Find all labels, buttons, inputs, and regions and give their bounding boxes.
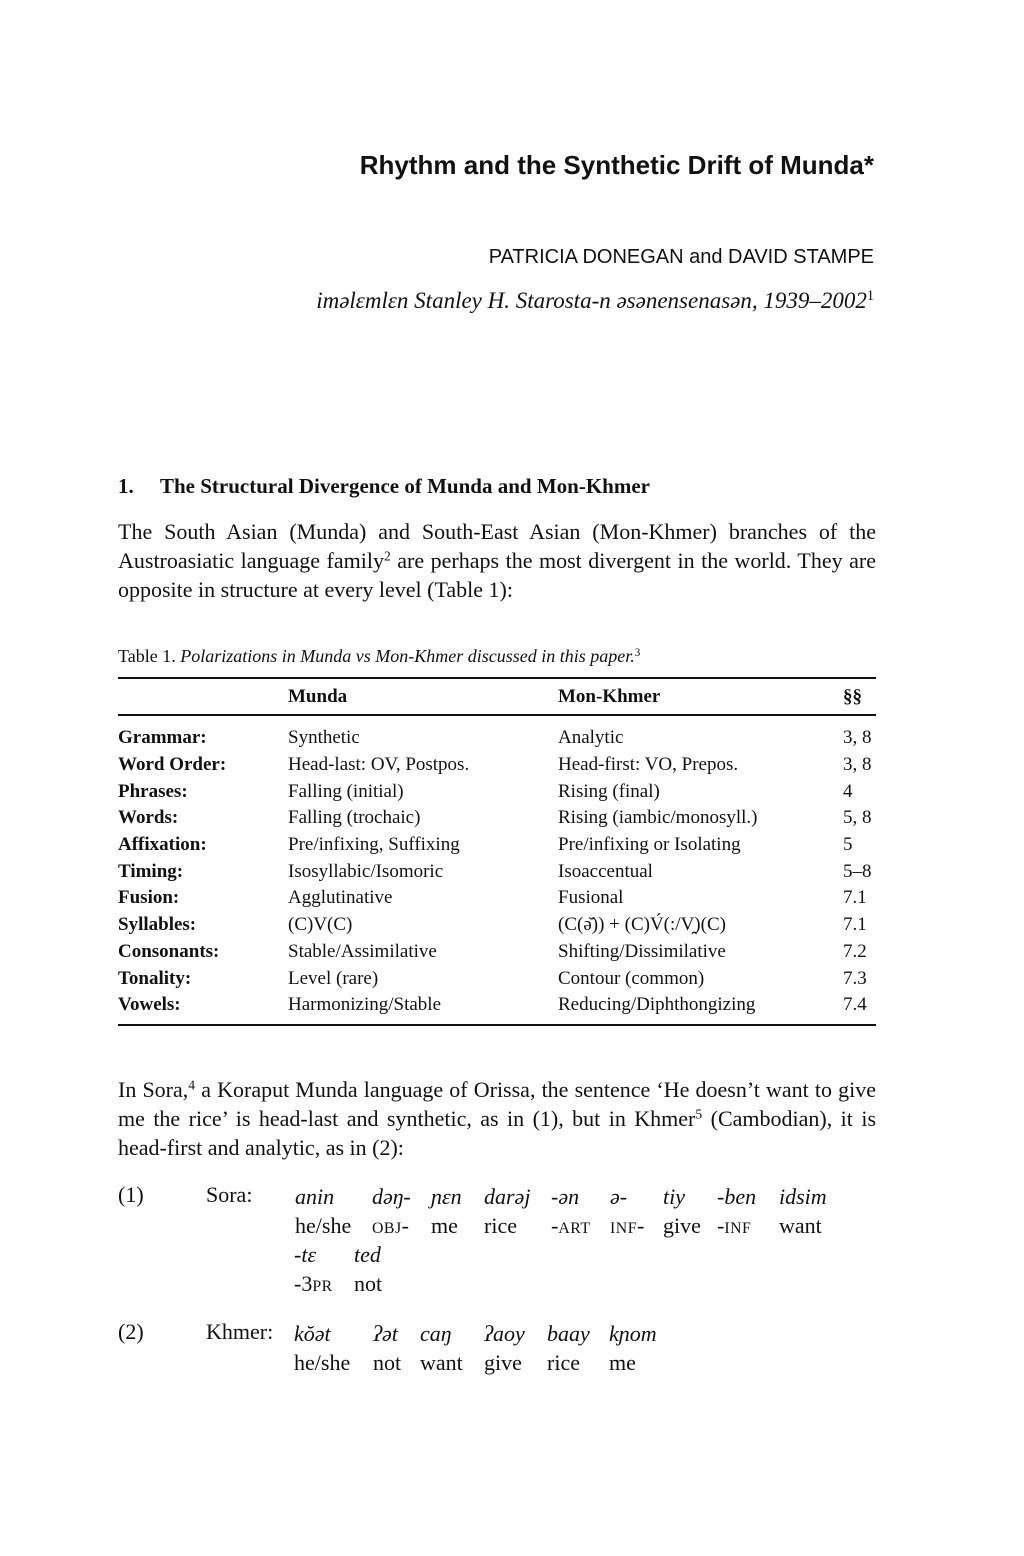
- table-row: [118, 965, 876, 992]
- munda-value: (C)V(C): [288, 914, 353, 936]
- munda-value: Isosyllabic/Isomoric: [288, 860, 444, 882]
- table-row: [118, 805, 876, 832]
- gloss-word: [717, 1182, 756, 1240]
- gloss-word: [551, 1182, 591, 1240]
- section-ref: 7.1: [843, 887, 867, 909]
- munda-value: Pre/infixing, Suffixing: [288, 834, 460, 856]
- section-title: The Structural Divergence of Munda and Mon-Khmer: [160, 474, 650, 498]
- munda-value: Level (rare): [288, 967, 379, 989]
- section-ref: 4: [843, 780, 853, 802]
- munda-value: Falling (initial): [288, 780, 404, 802]
- gloss-word: [354, 1240, 382, 1298]
- table-row: [118, 715, 876, 752]
- row-label: Vowels:: [118, 992, 288, 1025]
- gloss-word: [610, 1182, 644, 1240]
- table-row: [118, 939, 876, 966]
- gloss-word: [294, 1240, 333, 1298]
- mon-khmer-value: Contour (common): [558, 967, 705, 989]
- word-gloss: -ART: [551, 1213, 591, 1238]
- word-gloss: not: [373, 1350, 402, 1375]
- word-form: -tɛ: [294, 1242, 317, 1267]
- section-heading: [118, 474, 650, 499]
- table-caption-text: Polarizations in Munda vs Mon-Khmer discussed in this paper.: [180, 646, 635, 666]
- table-row: [118, 885, 876, 912]
- word-gloss: me: [431, 1213, 458, 1238]
- word-form: kŏət: [294, 1321, 331, 1346]
- word-form: caŋ: [420, 1321, 452, 1346]
- row-label: Grammar:: [118, 727, 207, 749]
- gloss-word: [431, 1182, 462, 1240]
- word-form: ʔət: [373, 1321, 398, 1346]
- gloss-word: [663, 1182, 701, 1240]
- word-gloss: -INF: [717, 1213, 752, 1238]
- footnote-marker-2[interactable]: 2: [383, 548, 391, 564]
- section-number: 1.: [118, 474, 134, 498]
- header-cell: Mon-Khmer: [558, 678, 843, 715]
- word-gloss: give: [484, 1350, 522, 1375]
- word-gloss: give: [663, 1213, 701, 1238]
- munda-value: Head-last: OV, Postpos.: [288, 754, 470, 776]
- word-gloss: INF-: [610, 1213, 645, 1238]
- word-form: ə-: [610, 1184, 628, 1209]
- word-gloss: me: [609, 1350, 636, 1375]
- word-form: idsim: [779, 1184, 827, 1209]
- word-form: -ən: [551, 1184, 580, 1209]
- dedication-text: iməlɛmlɛn Stanley H. Starosta-n əsənensenasən, 1939–2002: [316, 288, 867, 313]
- word-gloss: want: [420, 1350, 463, 1375]
- word-form: ʔaoy: [484, 1321, 525, 1346]
- gloss-word: [484, 1319, 525, 1377]
- footnote-marker-5[interactable]: 5: [695, 1106, 703, 1122]
- section-ref: 7.4: [843, 992, 876, 1025]
- section-ref: 7.2: [843, 940, 867, 962]
- footnote-marker-4[interactable]: 4: [188, 1077, 196, 1093]
- row-label: Fusion:: [118, 887, 180, 909]
- row-label: Word Order:: [118, 754, 227, 776]
- section-ref: 5, 8: [843, 807, 872, 829]
- gloss-word: [779, 1182, 827, 1240]
- munda-value: Stable/Assimilative: [288, 940, 437, 962]
- mon-khmer-value: Reducing/Diphthongizing: [558, 992, 843, 1025]
- gloss-word: [294, 1319, 350, 1377]
- example-number: (2): [118, 1319, 144, 1344]
- mon-khmer-value: Fusional: [558, 887, 624, 909]
- word-gloss: rice: [547, 1350, 580, 1375]
- word-form: ɲɛn: [431, 1184, 462, 1209]
- mon-khmer-value: Isoaccentual: [558, 860, 653, 882]
- row-label: Timing:: [118, 860, 184, 882]
- word-form: kɲom: [609, 1321, 657, 1346]
- mon-khmer-value: Rising (iambic/monosyll.): [558, 807, 758, 829]
- paper-title: Rhythm and the Synthetic Drift of Munda*: [359, 150, 874, 180]
- mon-khmer-value: Pre/infixing or Isolating: [558, 834, 741, 856]
- mon-khmer-value: Shifting/Dissimilative: [558, 940, 726, 962]
- paragraph-text: are perhaps the most divergent in the world. They are opposite in structure at every level (Table 1):: [118, 548, 876, 602]
- word-gloss: OBJ-: [372, 1213, 409, 1238]
- word-gloss: he/she: [294, 1350, 351, 1375]
- example-number: (1): [118, 1182, 144, 1207]
- word-form: darəj: [484, 1184, 531, 1209]
- word-gloss: want: [779, 1213, 822, 1238]
- mon-khmer-value: (C(ə̆)) + (C)V́(:/V̯)(C): [558, 914, 726, 936]
- section-ref: 5: [843, 834, 853, 856]
- table-caption: [118, 646, 640, 667]
- intro-paragraph: [118, 517, 876, 604]
- word-form: tiy: [663, 1184, 685, 1209]
- table-row: [118, 752, 876, 779]
- table-row: [118, 778, 876, 805]
- word-gloss: -3PR: [294, 1271, 333, 1296]
- gloss-word: [609, 1319, 657, 1377]
- mon-khmer-value: Rising (final): [558, 780, 660, 802]
- author-names: PATRICIA DONEGAN and DAVID STAMPE: [488, 246, 874, 268]
- row-label: Affixation:: [118, 834, 207, 856]
- word-gloss: he/she: [295, 1213, 352, 1238]
- word-gloss: rice: [484, 1213, 517, 1238]
- word-gloss: not: [354, 1271, 383, 1296]
- example-language: Sora:: [206, 1182, 253, 1207]
- mon-khmer-value: Head-first: VO, Prepos.: [558, 754, 739, 776]
- paragraph-text: In Sora,: [118, 1077, 189, 1102]
- table-row: [118, 912, 876, 939]
- gloss-word: [295, 1182, 351, 1240]
- word-form: baay: [547, 1321, 590, 1346]
- munda-value: Synthetic: [288, 727, 360, 749]
- row-label: Syllables:: [118, 914, 197, 936]
- word-form: ted: [354, 1242, 381, 1267]
- munda-value: Falling (trochaic): [288, 807, 421, 829]
- table-label: Table 1.: [118, 646, 176, 666]
- polarization-table: [118, 677, 876, 1026]
- paragraph-text: The South Asian (Munda) and South-East Asian (Mon-Khmer) branches of the Austroasiatic language family: [118, 519, 876, 573]
- footnote-marker-3[interactable]: 3: [634, 646, 641, 659]
- row-label: Consonants:: [118, 940, 220, 962]
- table-header-row: [118, 678, 876, 715]
- dedication: [316, 288, 874, 314]
- gloss-word: [373, 1319, 401, 1377]
- word-form: anin: [295, 1184, 335, 1209]
- mon-khmer-value: Analytic: [558, 727, 624, 749]
- gloss-word: [484, 1182, 530, 1240]
- paragraph-text: a Koraput Munda language of Orissa, the sentence ‘He doesn’t want to give me the rice’ is head-last and synthetic, as in (1), but in Khmer: [118, 1077, 876, 1131]
- footnote-marker-1[interactable]: 1: [866, 288, 874, 305]
- gloss-word: [420, 1319, 463, 1377]
- section-ref: 7.3: [843, 967, 867, 989]
- table-row: [118, 992, 876, 1025]
- row-label: Words:: [118, 807, 179, 829]
- gloss-word: [547, 1319, 590, 1377]
- sora-khmer-paragraph: [118, 1075, 876, 1162]
- munda-value: Harmonizing/Stable: [288, 992, 558, 1025]
- gloss-word: [372, 1182, 411, 1240]
- example-language: Khmer:: [206, 1319, 274, 1344]
- row-label: Tonality:: [118, 967, 192, 989]
- word-form: dəŋ-: [372, 1184, 411, 1209]
- section-ref: 3, 8: [843, 727, 872, 749]
- paragraph-text: (Cambodian), it is head-first and analytic, as in (2):: [118, 1106, 877, 1160]
- word-form: -ben: [717, 1184, 757, 1209]
- munda-value: Agglutinative: [288, 887, 393, 909]
- section-ref: 7.1: [843, 914, 867, 936]
- table-row: [118, 858, 876, 885]
- header-cell: Munda: [288, 678, 558, 715]
- row-label: Phrases:: [118, 780, 188, 802]
- section-ref: 5–8: [843, 860, 872, 882]
- header-cell: [118, 678, 288, 715]
- header-cell: §§: [843, 678, 876, 715]
- section-ref: 3, 8: [843, 754, 872, 776]
- table-row: [118, 832, 876, 859]
